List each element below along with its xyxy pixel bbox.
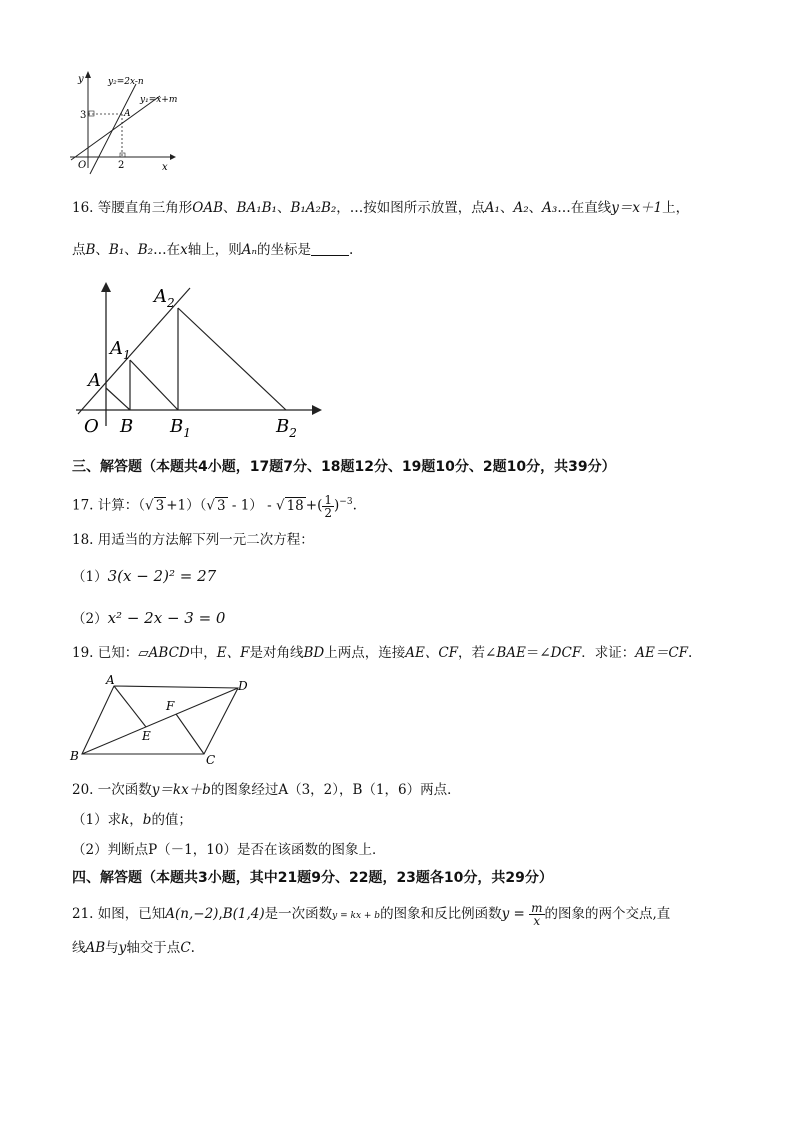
line2-label: y₂=2x-n <box>108 77 144 87</box>
answer-blank <box>311 241 349 256</box>
label-B: B <box>70 749 79 763</box>
tick-x-label: 2 <box>118 160 125 171</box>
tick-mark-x <box>120 153 125 157</box>
label-A2: $A_2$ <box>154 286 175 310</box>
label-A1: $A_1$ <box>110 338 131 362</box>
q16-line1: 16. 等腰直角三角形OAB、BA₁B₁、B₁A₂B₂，…按如图所示放置，点A₁、A₂、A₃…在直线y＝x＋1上， <box>72 200 690 216</box>
y-axis-arrow <box>101 282 111 292</box>
y-axis-arrow <box>85 71 91 78</box>
x-label: x <box>162 162 168 173</box>
q16-figure <box>72 278 332 443</box>
q16-number: 16. <box>72 200 94 216</box>
q18-stem: 18. 用适当的方法解下列一元二次方程： <box>72 532 314 548</box>
q17: 17. 计算：（√ 3 +1）（√ 3 - 1） - √ 18 +( $\frac{1}{2}$ )$^{-3}$. <box>72 492 357 520</box>
label-E: E <box>142 729 151 743</box>
x-axis-arrow <box>170 154 176 160</box>
q20-part2: （2）判断点P（－1，10）是否在该函数的图象上． <box>72 842 386 858</box>
segment-CF <box>176 714 204 754</box>
q18-part1: （1）3(x − 2)² = 27 <box>72 567 217 585</box>
q19-stem: 19. 已知：▱ABCD中，E、F是对角线BD上两点，连接AE、CF，若∠BAE＝∠DCF．求证：AE＝CF. <box>72 645 693 661</box>
q19-parallelogram <box>66 672 266 768</box>
tick-y-label: 3 <box>80 110 87 121</box>
q20-part1: （1）求k，b的值； <box>72 812 192 828</box>
y-label: y <box>78 74 84 85</box>
q18-part2: （2）x² − 2x − 3 = 0 <box>72 609 226 627</box>
section-4-heading: 四、解答题（本题共3小题，其中21题9分、22题，23题各10分，共29分） <box>72 870 553 886</box>
q20-stem: 20. 一次函数y＝kx＋b的图象经过A（3，2），B（1，6）两点． <box>72 782 461 798</box>
segment-A-B <box>106 388 130 410</box>
q21-line1: 21. 如图，已知A(n,−2),B(1,4)是一次函数y = kx + b的图象和反比例函数y = $\frac{m}{x}$ 的图象的两个交点,直 <box>72 901 671 928</box>
segment-A2-B2 <box>178 308 286 410</box>
point-a-label: A <box>124 109 131 119</box>
label-B2: $B_2$ <box>276 416 297 440</box>
q15-graph <box>66 68 196 176</box>
q21-line2: 线AB与y轴交于点C. <box>72 940 195 956</box>
q16-line2: 点B、B₁、B₂…在x轴上，则Aₙ的坐标是 . <box>72 242 354 258</box>
line-y1 <box>71 96 160 160</box>
label-A: A <box>88 370 101 391</box>
label-O: O <box>84 416 99 437</box>
label-B1: $B_1$ <box>170 416 191 440</box>
x-axis-arrow <box>312 405 322 415</box>
segment-A1-B1 <box>130 360 178 410</box>
section-3-heading: 三、解答题（本题共4小题，17题7分、18题12分、19题10分、2题10分，共39分） <box>72 459 616 475</box>
segment-AE <box>114 686 146 727</box>
label-C: C <box>206 753 216 767</box>
origin-label: O <box>78 160 87 171</box>
fraction-m-over-x: $\frac{m}{x}$ <box>531 901 543 928</box>
label-D: D <box>238 679 248 693</box>
label-B: B <box>120 416 134 437</box>
fraction-one-half: $\frac{1}{2}$ <box>324 492 332 520</box>
label-A: A <box>106 673 115 687</box>
line1-label: y₁=x+m <box>140 95 178 105</box>
diagonal-BD <box>82 688 238 754</box>
line-y2 <box>90 84 136 174</box>
label-F: F <box>166 699 175 713</box>
tick-mark-y <box>89 111 94 116</box>
